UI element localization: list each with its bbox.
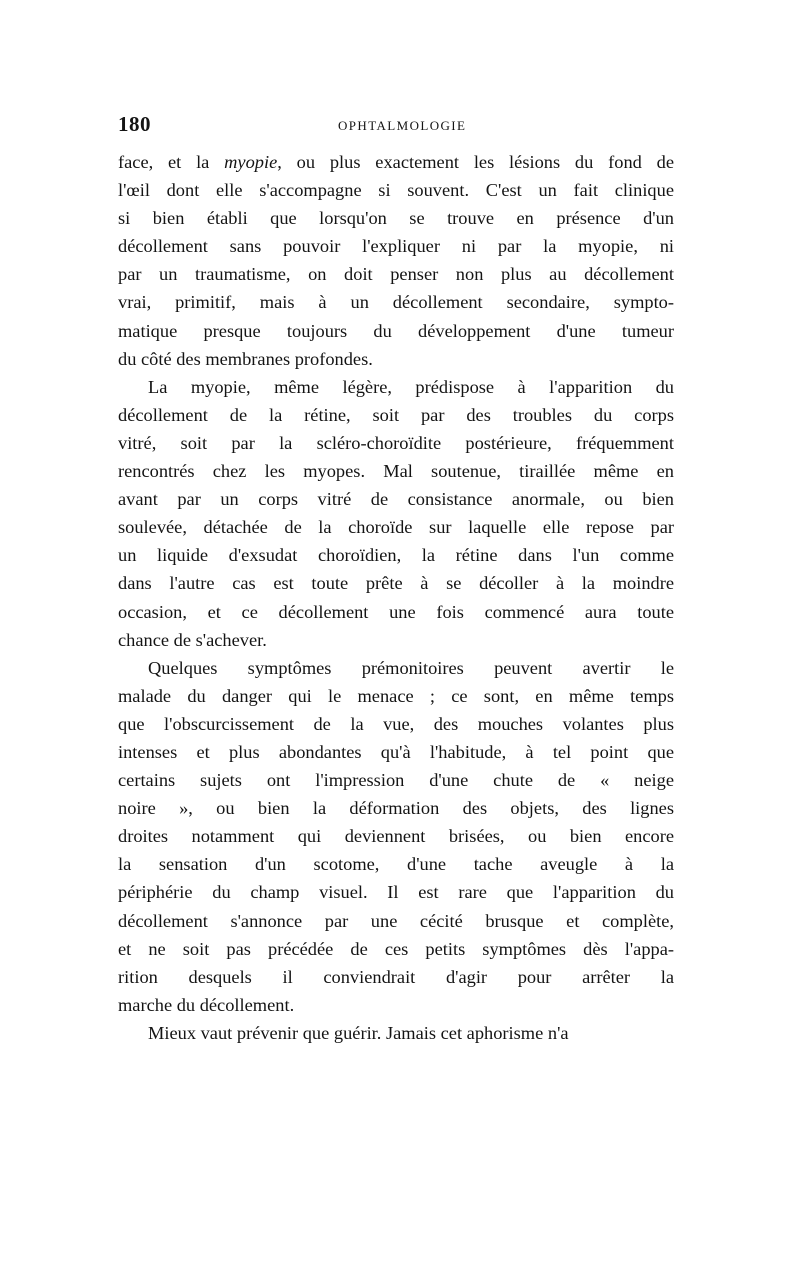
text-line: dans l'autre cas est toute prête à se décoller à la moindre — [118, 573, 674, 594]
text-line: face, et la myopie, ou plus exactement les lésions du fond de — [118, 152, 674, 172]
text-line: noire », ou bien la déformation des objets, des lignes — [118, 798, 674, 819]
body-text — [118, 148, 674, 1047]
text-line: certains sujets ont l'impression d'une chute de « neige — [118, 770, 674, 791]
text-line: Quelques symptômes prémonitoires peuvent avertir le — [148, 657, 674, 678]
running-head — [118, 112, 674, 142]
text-line: la sensation d'un scotome, d'une tache aveugle à la — [118, 854, 674, 875]
text-line: et ne soit pas précédée de ces petits symptômes dès l'appa- — [118, 938, 674, 959]
text-line: occasion, et ce décollement une fois commencé aura toute — [118, 601, 674, 622]
text-line: marche du décollement. — [118, 994, 295, 1015]
text-line: chance de s'achever. — [118, 629, 267, 650]
text-line: un liquide d'exsudat choroïdien, la rétine dans l'un comme — [118, 545, 674, 566]
running-title: OPHTALMOLOGIE — [338, 118, 467, 133]
text-line: La myopie, même légère, prédispose à l'apparition du — [148, 376, 674, 397]
text-line: intenses et plus abondantes qu'à l'habitude, à tel point que — [118, 741, 674, 762]
text-line: vrai, primitif, mais à un décollement secondaire, sympto- — [118, 292, 674, 313]
emphasized-word: myopie — [224, 152, 278, 172]
text-line: Mieux vaut prévenir que guérir. Jamais cet aphorisme n'a — [148, 1022, 569, 1043]
text-line: matique presque toujours du développement d'une tumeur — [118, 320, 674, 341]
text-line: décollement de la rétine, soit par des troubles du corps — [118, 404, 674, 425]
text-line: droites notamment qui deviennent brisées, ou bien encore — [118, 826, 674, 847]
text-line: par un traumatisme, on doit penser non plus au décollement — [118, 264, 674, 285]
text-line: malade du danger qui le menace ; ce sont, en même temps — [118, 685, 674, 706]
text-line: avant par un corps vitré de consistance anormale, ou bien — [118, 489, 674, 510]
text-line: que l'obscurcissement de la vue, des mouches volantes plus — [118, 713, 674, 734]
text-line: du côté des membranes profondes. — [118, 348, 373, 369]
text-line: rencontrés chez les myopes. Mal soutenue, tiraillée même en — [118, 461, 674, 482]
text-line: décollement s'annonce par une cécité brusque et complète, — [118, 910, 674, 931]
text-line: décollement sans pouvoir l'expliquer ni par la myopie, ni — [118, 236, 674, 257]
text-line: périphérie du champ visuel. Il est rare que l'apparition du — [118, 882, 674, 903]
text-line: l'œil dont elle s'accompagne si souvent. C'est un fait clinique — [118, 180, 674, 201]
page-number: 180 — [118, 112, 151, 136]
text-line: rition desquels il conviendrait d'agir pour arrêter la — [118, 966, 674, 987]
text-line: vitré, soit par la scléro-choroïdite postérieure, fréquemment — [118, 432, 674, 453]
text-line: soulevée, détachée de la choroïde sur laquelle elle repose par — [118, 517, 674, 538]
text-line: si bien établi que lorsqu'on se trouve en présence d'un — [118, 208, 674, 229]
